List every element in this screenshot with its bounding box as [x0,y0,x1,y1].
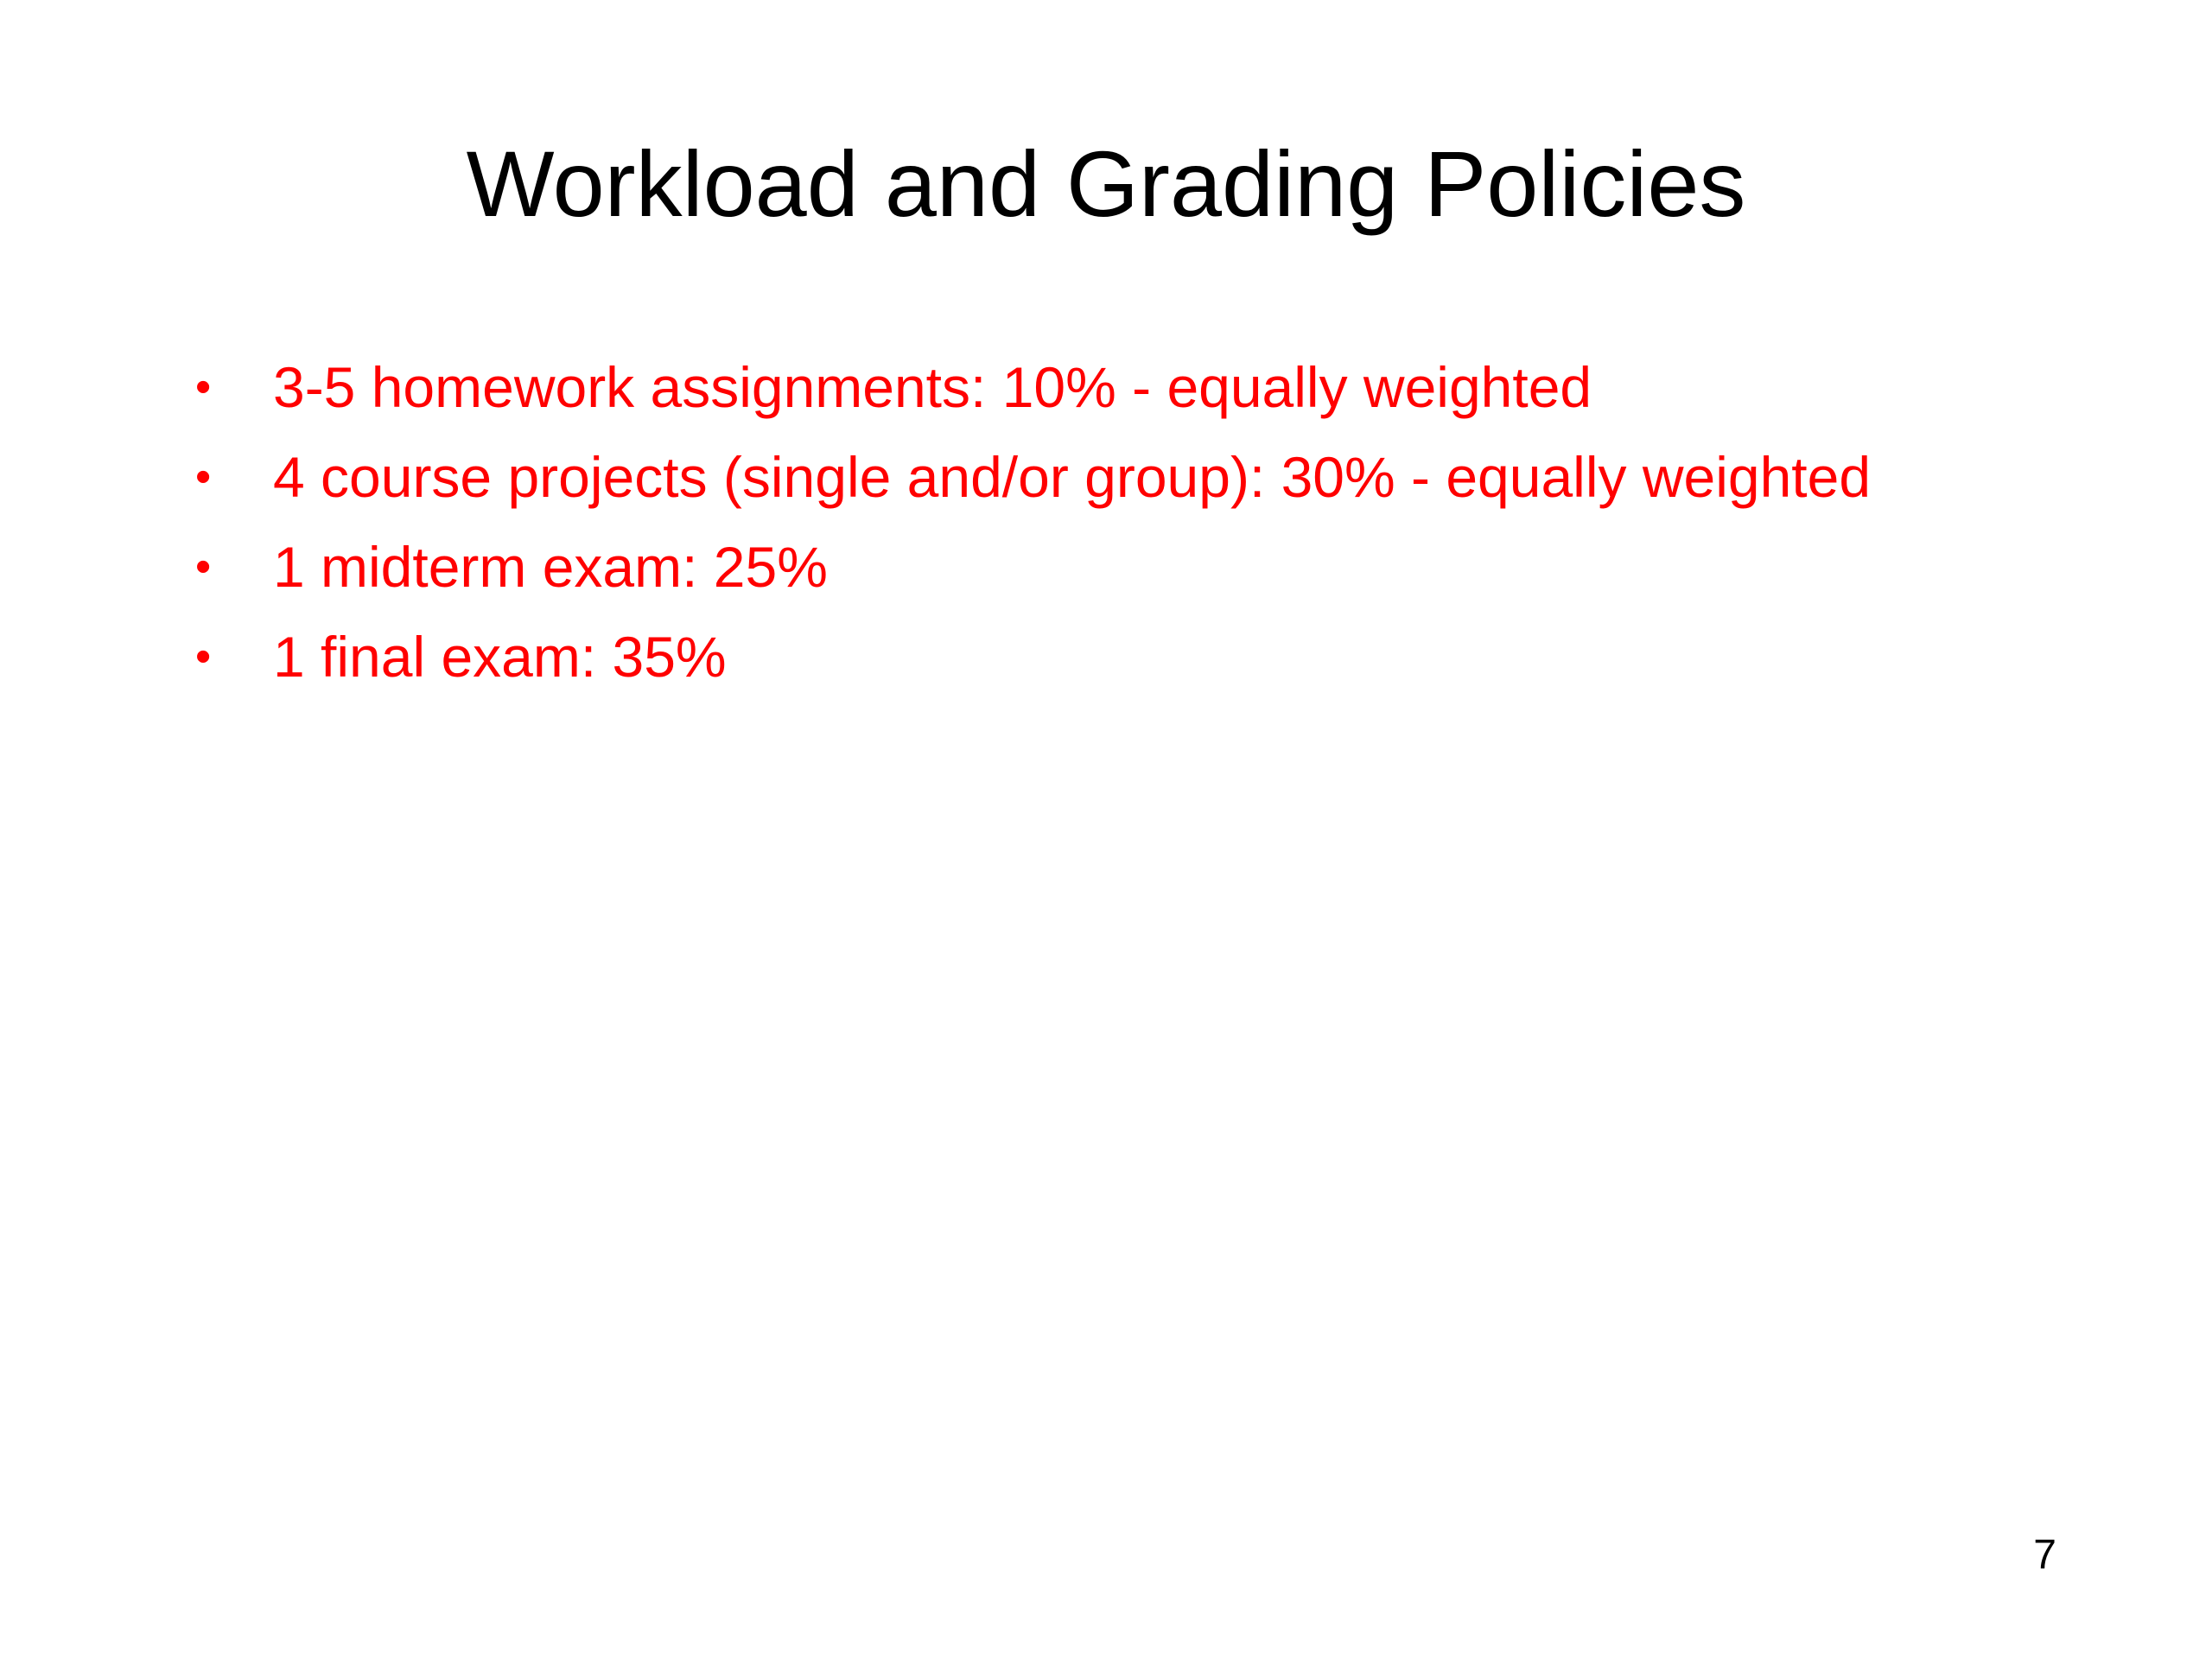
bullet-text: 1 midterm exam: 25% [273,535,828,599]
bullet-icon: • [195,452,212,502]
bullet-text: 3-5 homework assignments: 10% - equally weighted [273,355,1592,419]
slide-title: Workload and Grading Policies [466,131,1746,236]
page-number: 7 [2033,1532,2056,1578]
bullet-icon: • [195,542,212,592]
bullet-icon: • [195,632,212,682]
bullet-text: 4 course projects (single and/or group): 30% - equally weighted [273,445,1872,509]
bullet-icon: • [195,362,212,412]
bullet-text: 1 final exam: 35% [273,625,727,689]
